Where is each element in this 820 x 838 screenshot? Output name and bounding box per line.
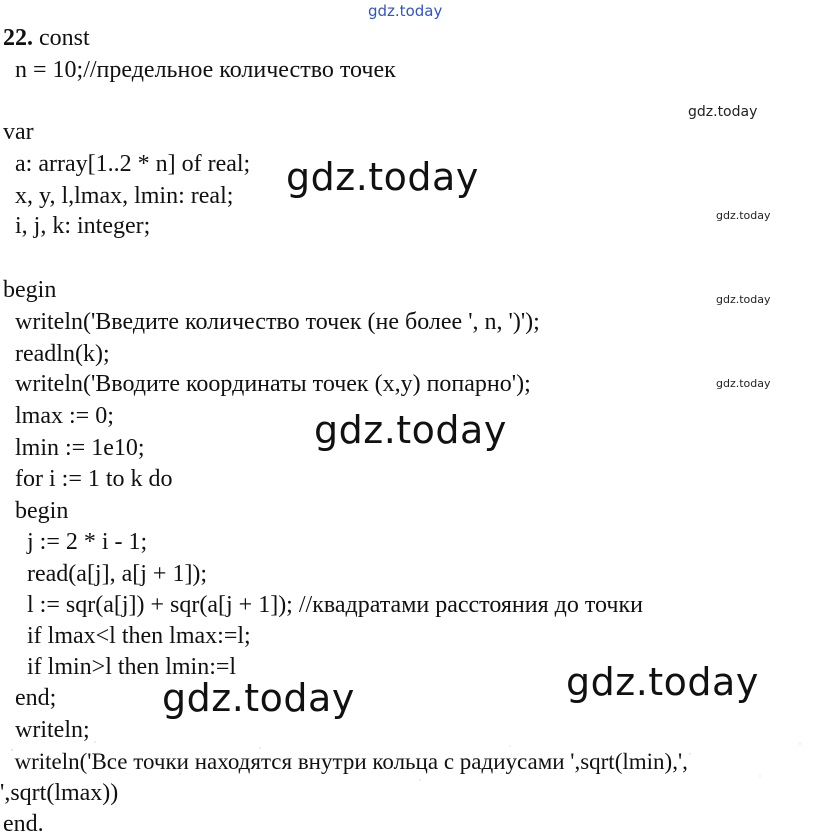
watermark-tiny-right-3: gdz.today [716,293,771,306]
watermark-large-2: gdz.today [314,408,507,452]
watermark-top: gdz.today [368,2,443,20]
code-line-10: writeln('Вводите координаты точек (x,y) попарно'); [3,371,531,397]
code-line-7: begin [3,277,57,303]
watermark-tiny-right-2: gdz.today [716,209,771,222]
code-line-4: a: array[1..2 * n] of real; [3,151,251,177]
code-text: const [33,25,90,51]
code-line-23: ',sqrt(lmax)) [0,780,119,806]
code-line-14: begin [3,498,69,524]
code-line-6: i, j, k: integer; [3,213,151,239]
code-line-19: if lmin>l then lmin:=l [3,654,237,680]
code-line-20: end; [3,685,57,711]
code-line-8: writeln('Введите количество точек (не более ', n, ')'); [3,309,540,335]
code-line-2: n = 10;//предельное количество точек [3,57,396,83]
code-line-24: end. [3,811,44,837]
code-line-9: readln(k); [3,341,110,367]
code-line-11: lmax := 0; [3,403,114,429]
code-line-22: writeln('Все точки находятся внутри кольца с радиусами ',sqrt(lmin),', [3,749,688,774]
code-line-13: for i := 1 to k do [3,466,173,492]
code-line-21: writeln; [3,717,90,743]
code-line-1 [3,24,90,52]
code-line-5: x, y, l,lmax, lmin: real; [3,183,234,209]
watermark-large-4: gdz.today [566,660,759,704]
watermark-tiny-right-4: gdz.today [716,377,771,390]
code-line-18: if lmax<l then lmax:=l; [3,623,251,649]
watermark-large-3: gdz.today [162,676,355,720]
code-line-15: j := 2 * i - 1; [3,529,148,555]
task-number: 22. [3,25,33,51]
code-line-17: l := sqr(a[j]) + sqr(a[j + 1]); //квадратами расстояния до точки [3,592,643,618]
watermark-large-1: gdz.today [286,155,479,199]
code-line-16: read(a[j], a[j + 1]); [3,561,208,587]
code-line-3: var [3,119,34,145]
code-line-12: lmin := 1e10; [3,435,145,461]
watermark-small-right-1: gdz.today [688,104,758,120]
